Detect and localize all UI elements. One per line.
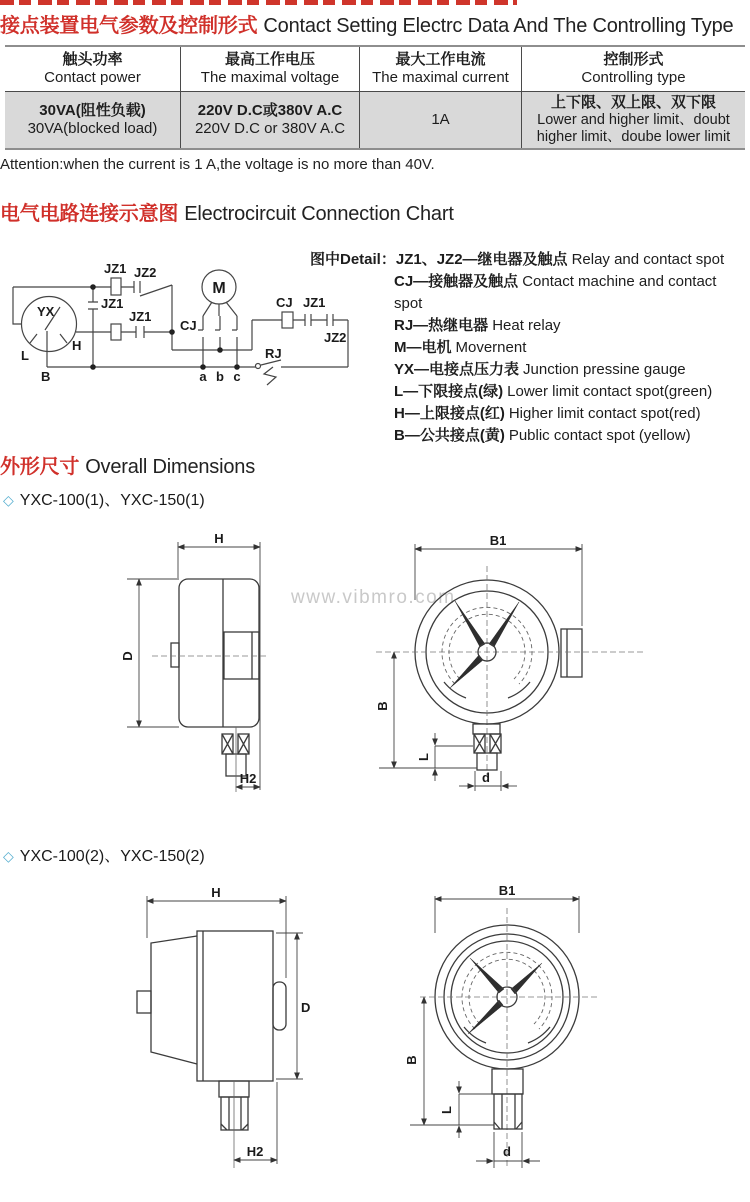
relay-coil-jz1-lower bbox=[111, 324, 121, 340]
pointer-needle bbox=[511, 963, 542, 994]
dim-H2-label: H2 bbox=[239, 771, 257, 786]
legend-line bbox=[394, 337, 748, 359]
legend-1-zh: CJ—接触器及触点 bbox=[394, 273, 519, 290]
pointer-needle bbox=[489, 602, 519, 647]
gauge-case-side bbox=[179, 579, 259, 727]
section3-title bbox=[0, 450, 255, 479]
dim-B-label: B bbox=[375, 701, 390, 711]
label-yx: YX bbox=[37, 304, 55, 319]
rj-contact-pivot bbox=[256, 364, 261, 369]
legend-line bbox=[394, 425, 748, 447]
dim-d-label: d bbox=[503, 1144, 511, 1159]
cell-control-zh: 上下限、双上限、双下限 bbox=[550, 94, 716, 111]
legend-3-en: Movernent bbox=[455, 339, 527, 356]
header-max-voltage-zh: 最高工作电压 bbox=[224, 51, 315, 68]
legend-line bbox=[394, 403, 748, 425]
header-contact-power bbox=[5, 47, 181, 91]
pointer-needle bbox=[450, 655, 483, 688]
case-cone bbox=[151, 936, 197, 1064]
diamond-bullet-icon: ◇ bbox=[3, 492, 14, 508]
section1-title-zh: 接点装置电气参数及控制形式 bbox=[0, 15, 258, 37]
header-max-voltage bbox=[181, 47, 360, 91]
junction-box bbox=[561, 629, 582, 677]
label-b: B bbox=[41, 369, 51, 384]
relay-coil-jz1-top bbox=[111, 278, 121, 295]
dim-H2-label: H2 bbox=[246, 1144, 264, 1159]
table-data-row bbox=[5, 92, 745, 148]
circuit-diagram bbox=[0, 245, 370, 425]
legend-0-en: Relay and contact spot bbox=[571, 251, 725, 268]
case-knob bbox=[273, 982, 286, 1030]
cell-max-voltage bbox=[181, 92, 360, 148]
cell-max-current bbox=[360, 92, 522, 148]
label-cj-node: CJ bbox=[180, 318, 197, 333]
hex-fitting-side bbox=[221, 1097, 248, 1130]
dimension-drawing-set2 bbox=[90, 878, 670, 1202]
legend-2-zh: RJ—热继电器 bbox=[394, 317, 489, 334]
label-terminal-c: c bbox=[233, 369, 241, 384]
cell-control-en: Lower and higher limit、doubt higher limit、doube lower limit bbox=[536, 112, 731, 145]
contactor-coil-cj bbox=[282, 312, 293, 328]
legend-7-en: Public contact spot (yellow) bbox=[508, 427, 691, 444]
label-rj: RJ bbox=[265, 346, 282, 361]
legend-line bbox=[310, 249, 748, 271]
label-cj-coil: CJ bbox=[276, 295, 293, 310]
legend-line bbox=[394, 271, 748, 315]
variant2-row bbox=[3, 843, 205, 866]
legend-line bbox=[394, 381, 748, 403]
dim-D-label: D bbox=[301, 1000, 311, 1015]
header-controlling-type-en: Controlling type bbox=[581, 69, 686, 86]
legend-5-zh: L—下限接点(绿) bbox=[394, 383, 504, 400]
label-motor: M bbox=[212, 280, 226, 297]
label-jz1-mid: JZ1 bbox=[101, 296, 124, 311]
header-controlling-type bbox=[522, 47, 745, 91]
page-top-cut-text bbox=[0, 0, 517, 5]
section1-title bbox=[0, 9, 733, 38]
label-l: L bbox=[21, 348, 29, 363]
pointer-needle bbox=[468, 1000, 503, 1034]
circuit-legend bbox=[310, 249, 748, 447]
legend-6-zh: H—上限接点(红) bbox=[394, 405, 505, 422]
attention-note: Attention:when the current is 1 A,the voltage is no more than 40V. bbox=[0, 156, 435, 173]
header-contact-power-en: Contact power bbox=[44, 69, 141, 86]
legend-4-en: Junction pressine gauge bbox=[523, 361, 686, 378]
section3-title-en: Overall Dimensions bbox=[85, 456, 255, 478]
case-tab bbox=[171, 643, 179, 667]
cell-power-zh: 30VA(阻性负载) bbox=[39, 102, 146, 119]
legend-line bbox=[394, 315, 748, 337]
cell-power-en: 30VA(blocked load) bbox=[27, 120, 158, 137]
legend-6-en: Higher limit contact spot(red) bbox=[508, 405, 701, 422]
cell-controlling-type bbox=[522, 92, 745, 148]
dim-D-label: D bbox=[120, 651, 135, 661]
cell-contact-power bbox=[5, 92, 181, 148]
label-h: H bbox=[72, 338, 82, 353]
legend-line bbox=[394, 359, 748, 381]
header-contact-power-zh: 触头功率 bbox=[62, 51, 123, 68]
legend-1-en: Contact machine and contact spot bbox=[394, 273, 717, 312]
watermark: www.vibmro.com bbox=[291, 587, 456, 608]
dim-d-label: d bbox=[482, 770, 490, 785]
cell-voltage-zh: 220V D.C或380V A.C bbox=[197, 102, 343, 119]
section1-title-en: Contact Setting Electrc Data And The Controlling Type bbox=[263, 15, 734, 37]
dim-H-label: H bbox=[214, 531, 224, 546]
dim-L-label: L bbox=[439, 1106, 454, 1114]
gauge-case-side-2 bbox=[197, 931, 273, 1081]
variant1-label: YXC-100(1)、YXC-150(1) bbox=[19, 492, 205, 509]
legend-0-zh: JZ1、JZ2—继电器及触点 bbox=[395, 251, 568, 268]
legend-3-zh: M—电机 bbox=[394, 339, 452, 356]
electric-parameters-table bbox=[5, 45, 745, 150]
label-jz1-right: JZ1 bbox=[303, 295, 326, 310]
label-jz2-right: JZ2 bbox=[324, 330, 347, 345]
legend-2-en: Heat relay bbox=[492, 317, 561, 334]
legend-items bbox=[394, 271, 748, 447]
section2-title bbox=[0, 197, 454, 226]
header-max-current bbox=[360, 47, 522, 91]
header-controlling-type-zh: 控制形式 bbox=[603, 51, 664, 68]
label-jz1-contact: JZ1 bbox=[129, 309, 152, 324]
diamond-bullet-icon: ◇ bbox=[3, 848, 14, 864]
legend-7-zh: B—公共接点(黄) bbox=[394, 427, 505, 444]
dim-L-label: L bbox=[416, 753, 431, 761]
cell-current-value: 1A bbox=[431, 111, 450, 128]
label-jz1-top: JZ1 bbox=[104, 261, 127, 276]
cell-voltage-en: 220V D.C or 380V A.C bbox=[194, 120, 346, 137]
hex-fitting-front bbox=[494, 1094, 522, 1129]
section2-title-en: Electrocircuit Connection Chart bbox=[184, 203, 454, 225]
legend-5-en: Lower limit contact spot(green) bbox=[507, 383, 713, 400]
dim-B1-label: B1 bbox=[489, 533, 507, 548]
case-tab bbox=[137, 991, 151, 1013]
section2-title-zh: 电气电路连接示意图 bbox=[0, 203, 179, 225]
header-max-current-zh: 最大工作电流 bbox=[395, 51, 486, 68]
section3-title-zh: 外形尺寸 bbox=[0, 456, 80, 478]
dim-B-label: B bbox=[404, 1055, 419, 1065]
table-header-row bbox=[5, 47, 745, 92]
label-terminal-b: b bbox=[216, 369, 224, 384]
pointer-needle bbox=[470, 958, 504, 993]
label-terminal-a: a bbox=[199, 369, 207, 384]
dim-B1-label: B1 bbox=[498, 883, 516, 898]
legend-4-zh: YX—电接点压力表 bbox=[394, 361, 520, 378]
legend-label: 图中Detail： bbox=[310, 251, 396, 268]
variant2-label: YXC-100(2)、YXC-150(2) bbox=[19, 848, 205, 865]
label-jz2-top: JZ2 bbox=[134, 265, 157, 280]
header-max-voltage-en: The maximal voltage bbox=[200, 69, 340, 86]
variant1-row bbox=[3, 487, 205, 510]
dimension-drawing-set1 bbox=[90, 525, 670, 815]
dim-H-label: H bbox=[211, 885, 221, 900]
header-max-current-en: The maximal current bbox=[372, 69, 509, 86]
